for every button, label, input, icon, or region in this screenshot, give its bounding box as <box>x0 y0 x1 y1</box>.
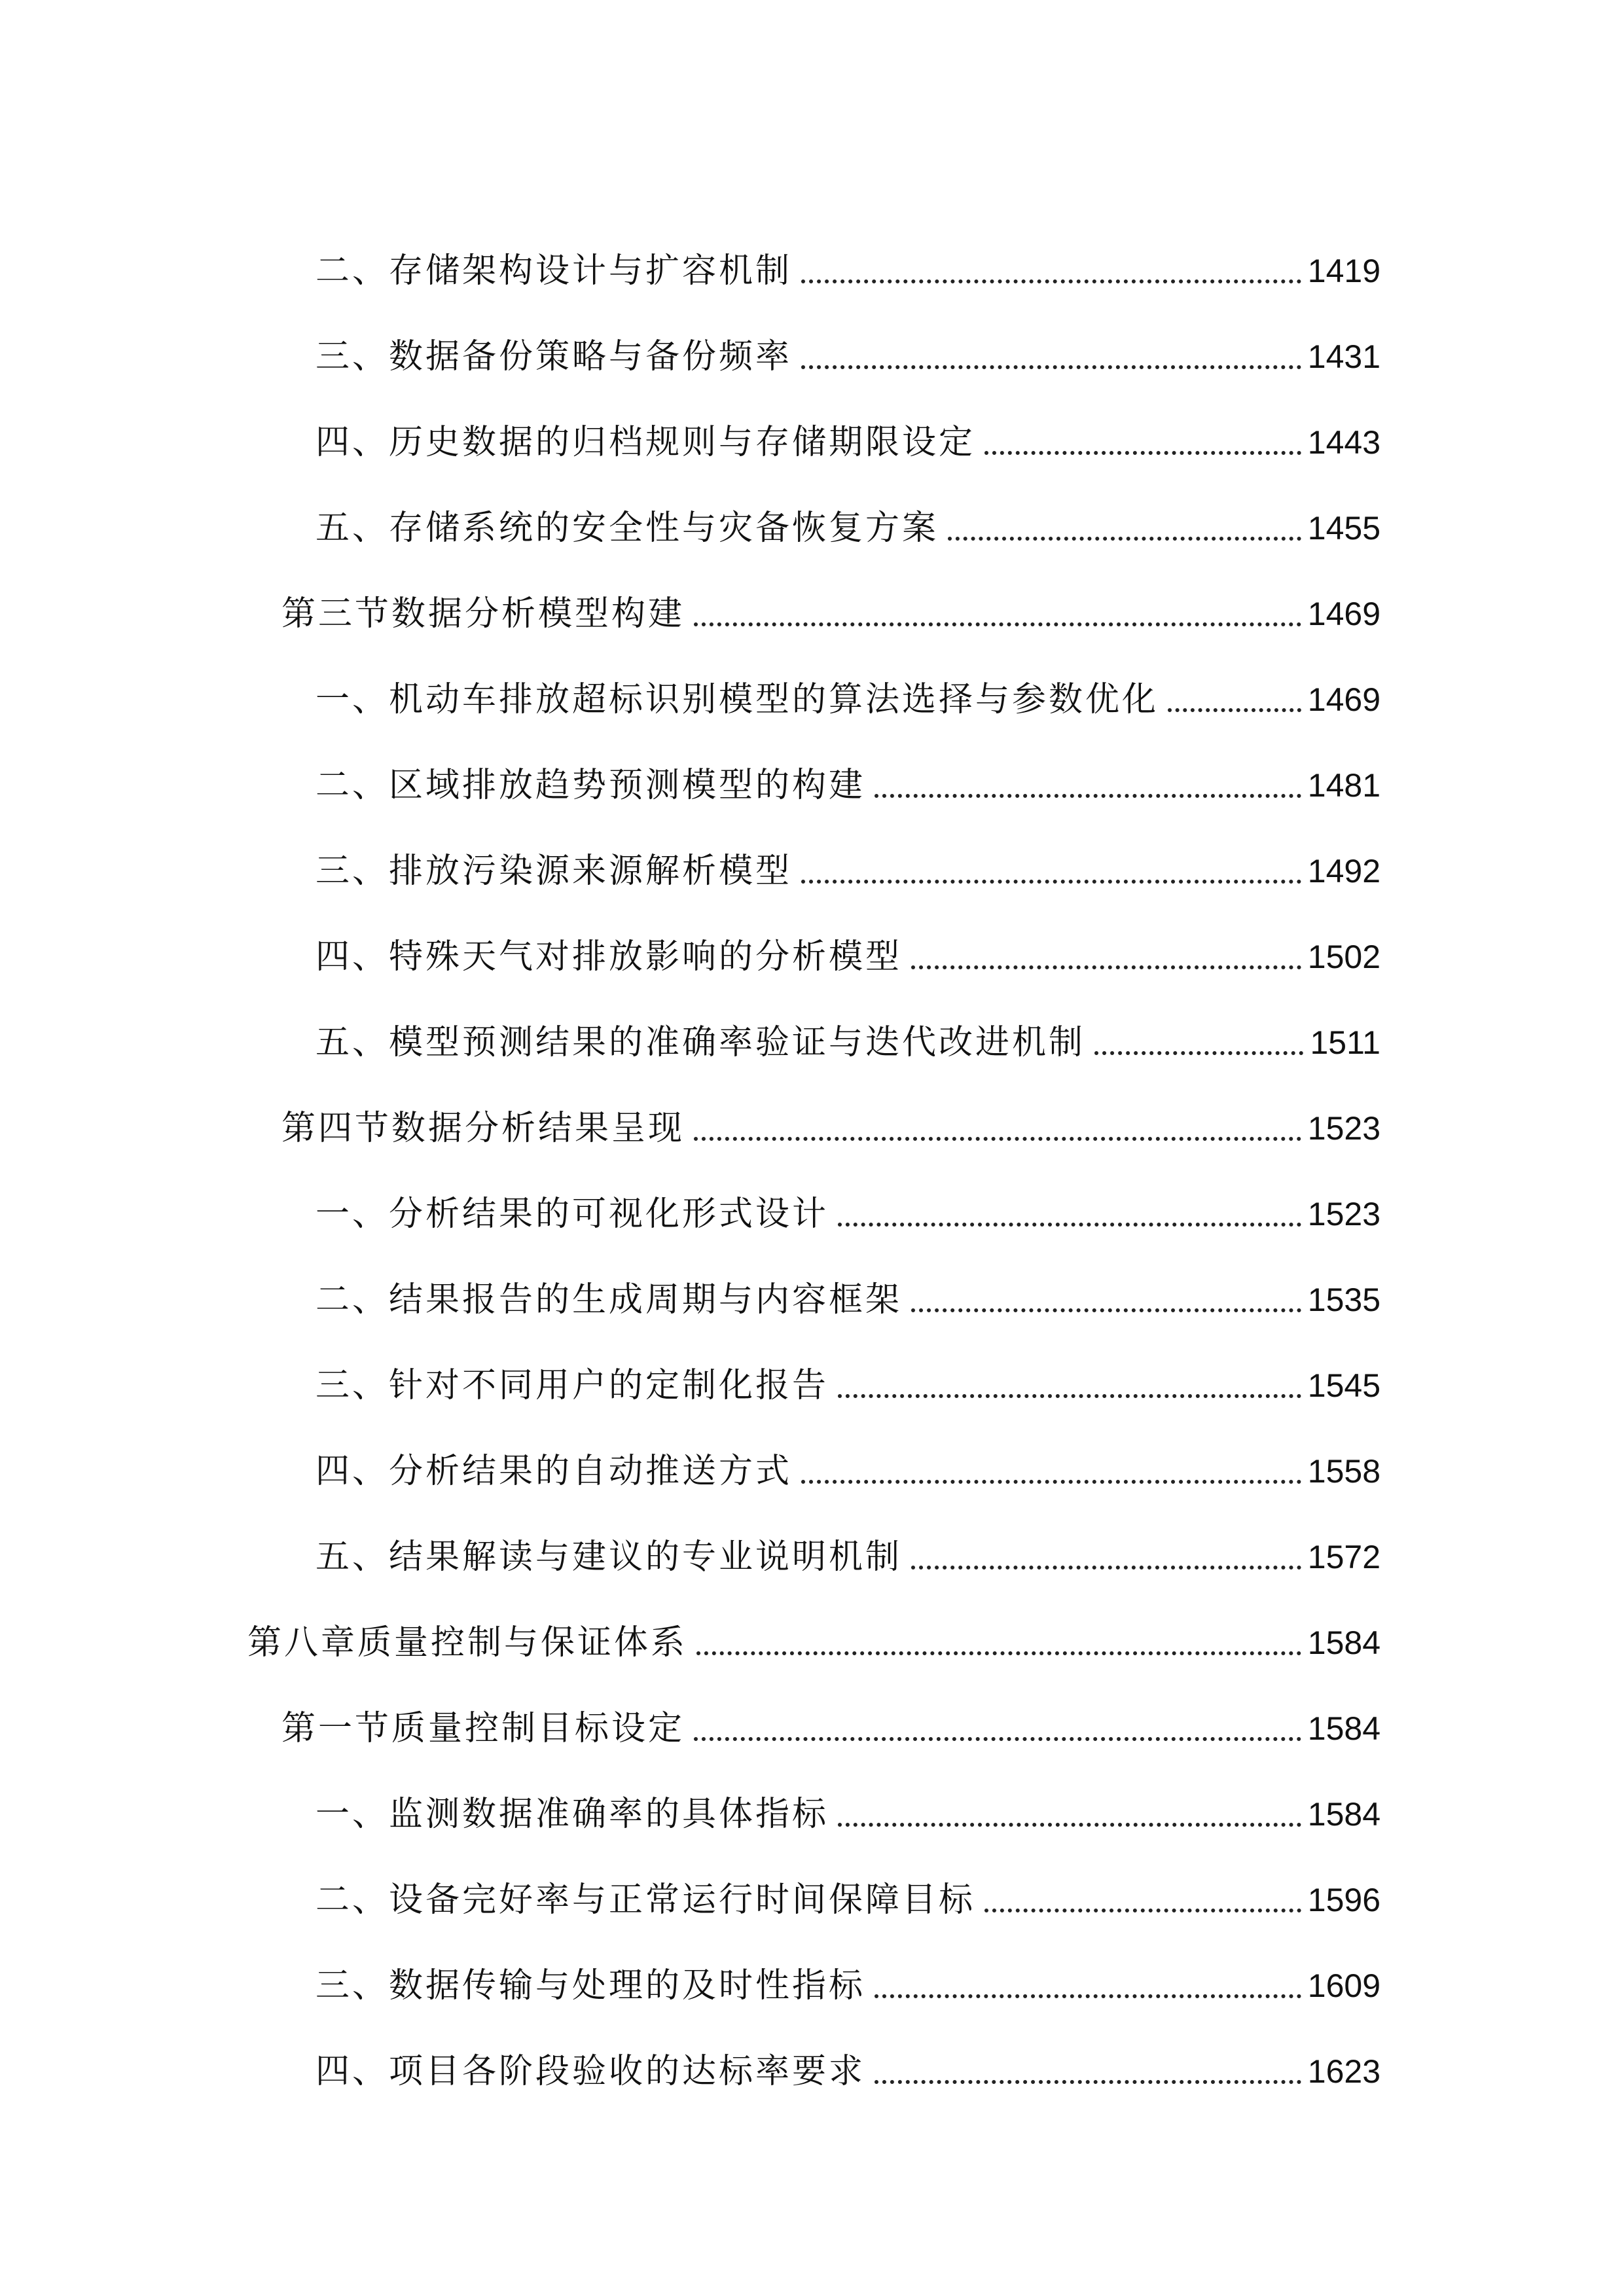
dot-leader <box>801 1480 1301 1484</box>
toc-entry[interactable] <box>0 980 1624 1066</box>
toc-entry-title: 二、区域排放趋势预测模型的构建 <box>316 766 866 805</box>
dot-leader <box>948 537 1301 541</box>
toc-entry[interactable] <box>0 1408 1624 1494</box>
toc-entry-page: 1492 <box>1307 853 1380 889</box>
toc-entry-title: 三、排放污染源来源解析模型 <box>316 852 793 891</box>
toc-entry-page: 1623 <box>1307 2053 1380 2090</box>
toc-entry-title: 五、模型预测结果的准确率验证与迭代改进机制 <box>316 1023 1086 1062</box>
toc-entry[interactable] <box>0 208 1624 294</box>
toc-entry-title: 一、分析结果的可视化形式设计 <box>316 1194 829 1234</box>
toc-entry-title: 二、存储架构设计与扩容机制 <box>316 251 793 291</box>
dot-leader <box>1168 708 1301 712</box>
dot-leader <box>911 965 1301 969</box>
toc-entry[interactable] <box>0 465 1624 551</box>
toc-entry[interactable] <box>0 1751 1624 1837</box>
toc-entry[interactable] <box>0 1237 1624 1323</box>
dot-leader <box>696 1651 1301 1655</box>
toc-entry-page: 1535 <box>1307 1282 1380 1318</box>
toc-entry[interactable] <box>0 894 1624 980</box>
toc-entry-title: 四、历史数据的归档规则与存储期限设定 <box>316 423 976 462</box>
dot-leader <box>694 622 1301 626</box>
toc-entry[interactable] <box>0 1151 1624 1237</box>
toc-entry[interactable] <box>0 723 1624 808</box>
toc-entry-page: 1584 <box>1307 1796 1380 1833</box>
toc-entry-page: 1502 <box>1307 939 1380 975</box>
toc-entry-page: 1431 <box>1307 338 1380 375</box>
toc-entry-page: 1469 <box>1307 681 1380 718</box>
dot-leader <box>911 1308 1301 1312</box>
toc-entry[interactable] <box>0 1923 1624 2009</box>
dot-leader <box>801 279 1301 283</box>
toc-entry-page: 1545 <box>1307 1367 1380 1404</box>
toc-entry-title: 四、分析结果的自动推送方式 <box>316 1452 793 1491</box>
toc-entry[interactable] <box>0 808 1624 894</box>
dot-leader <box>1094 1051 1303 1055</box>
toc-entry-section[interactable] <box>0 551 1624 637</box>
toc-entry-title: 一、监测数据准确率的具体指标 <box>316 1795 829 1834</box>
dot-leader <box>984 451 1301 455</box>
dot-leader <box>875 794 1301 798</box>
toc-entry-page: 1584 <box>1307 1624 1380 1661</box>
toc-entry-page: 1511 <box>1310 1024 1380 1061</box>
toc-entry-title: 四、特殊天气对排放影响的分析模型 <box>316 937 903 977</box>
toc-entry-page: 1584 <box>1307 1710 1380 1747</box>
toc-entry-title: 三、数据备份策略与备份频率 <box>316 337 793 376</box>
table-of-contents <box>0 208 1624 2094</box>
toc-entry[interactable] <box>0 294 1624 380</box>
toc-entry-page: 1523 <box>1307 1110 1380 1147</box>
toc-entry-title: 四、项目各阶段验收的达标率要求 <box>316 2052 866 2091</box>
toc-entry-page: 1419 <box>1307 253 1380 289</box>
toc-entry-page: 1443 <box>1307 424 1380 461</box>
toc-entry[interactable] <box>0 380 1624 465</box>
dot-leader <box>984 1909 1301 1912</box>
dot-leader <box>694 1737 1301 1741</box>
toc-entry-page: 1558 <box>1307 1453 1380 1490</box>
dot-leader <box>911 1566 1301 1570</box>
toc-entry-page: 1572 <box>1307 1539 1380 1575</box>
toc-entry-page: 1469 <box>1307 596 1380 632</box>
dot-leader <box>875 2080 1301 2084</box>
toc-entry-title: 第一节质量控制目标设定 <box>281 1709 685 1748</box>
toc-entry[interactable] <box>0 1494 1624 1580</box>
toc-entry-title: 三、数据传输与处理的及时性指标 <box>316 1966 866 2005</box>
toc-entry[interactable] <box>0 2009 1624 2094</box>
dot-leader <box>875 1994 1301 1998</box>
dot-leader <box>838 1223 1301 1227</box>
toc-entry-title: 三、针对不同用户的定制化报告 <box>316 1366 829 1405</box>
toc-entry-title: 五、存储系统的安全性与灾备恢复方案 <box>316 509 939 548</box>
toc-entry-chapter[interactable] <box>0 1580 1624 1666</box>
dot-leader <box>694 1137 1301 1141</box>
dot-leader <box>801 880 1301 884</box>
toc-entry-title: 五、结果解读与建议的专业说明机制 <box>316 1537 903 1577</box>
dot-leader <box>801 365 1301 369</box>
toc-entry-page: 1481 <box>1307 767 1380 804</box>
toc-entry-title: 一、机动车排放超标识别模型的算法选择与参数优化 <box>316 680 1159 719</box>
toc-entry-section[interactable] <box>0 1066 1624 1151</box>
toc-entry[interactable] <box>0 637 1624 723</box>
dot-leader <box>838 1394 1301 1398</box>
toc-entry-page: 1523 <box>1307 1196 1380 1232</box>
toc-entry[interactable] <box>0 1323 1624 1408</box>
dot-leader <box>838 1823 1301 1827</box>
toc-entry[interactable] <box>0 1837 1624 1923</box>
toc-entry-page: 1596 <box>1307 1882 1380 1918</box>
toc-entry-title: 二、设备完好率与正常运行时间保障目标 <box>316 1880 976 1920</box>
toc-entry-page: 1455 <box>1307 510 1380 547</box>
toc-entry-title: 第八章质量控制与保证体系 <box>247 1623 688 1662</box>
toc-entry-page: 1609 <box>1307 1967 1380 2004</box>
toc-entry-section[interactable] <box>0 1666 1624 1751</box>
toc-entry-title: 第三节数据分析模型构建 <box>281 594 685 634</box>
toc-entry-title: 第四节数据分析结果呈现 <box>281 1109 685 1148</box>
toc-entry-title: 二、结果报告的生成周期与内容框架 <box>316 1280 903 1319</box>
